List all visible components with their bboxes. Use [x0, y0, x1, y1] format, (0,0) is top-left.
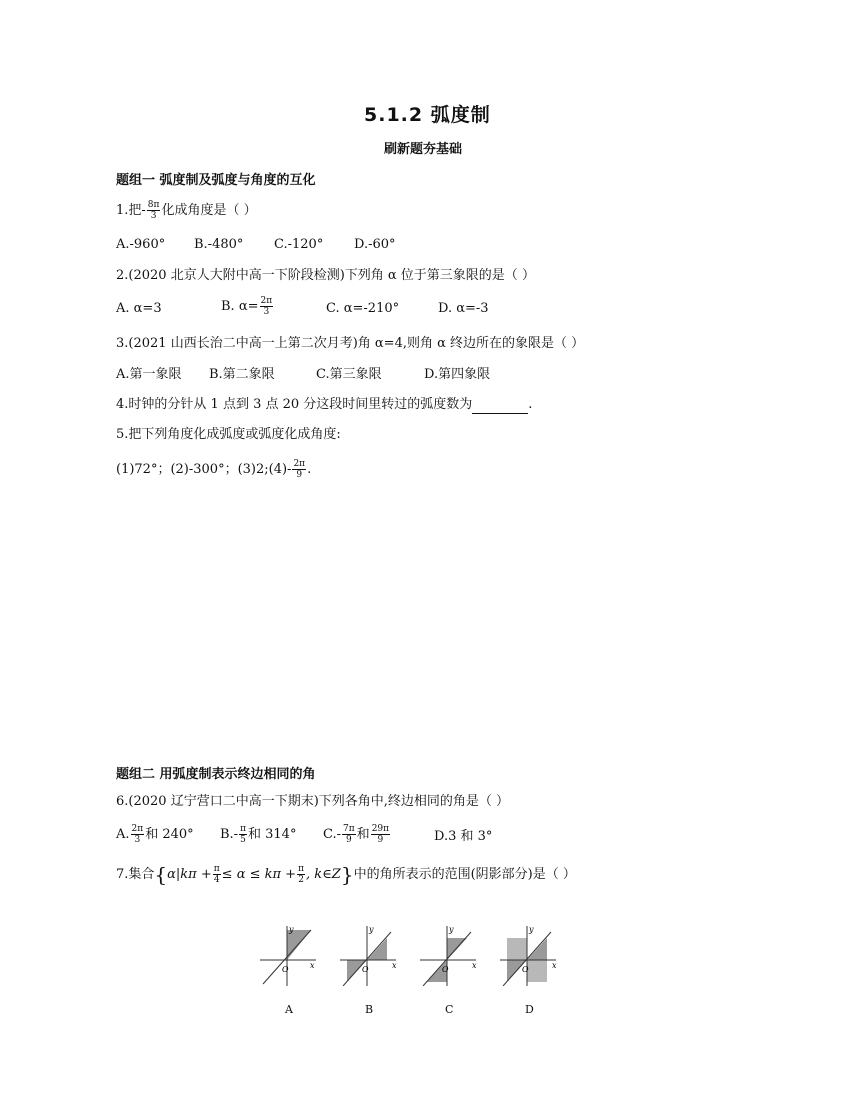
- figure-d-shade-q2: [507, 938, 527, 960]
- q5-parts: (1)72°；(2)-300°；(3)2;(4)- $\frac{2\pi}{9}$ .: [116, 459, 312, 480]
- q6-option-b: B.- $\frac{\pi}{5}$ 和 314°: [220, 824, 297, 845]
- q1-fraction: $\frac{8\pi}{3}$: [147, 200, 160, 221]
- figure-b: [338, 924, 400, 986]
- question-4: 4.时钟的分针从 1 点到 3 点 20 分这段时间里转过的弧度数为 .: [116, 397, 533, 412]
- section-heading-group1: 题组一 弧度制及弧度与角度的互化: [116, 173, 316, 188]
- question-5: 5.把下列角度化成弧度或弧度化成角度:: [116, 427, 341, 442]
- figure-label-d: D: [525, 1003, 534, 1016]
- answer-blank: [472, 400, 528, 414]
- figure-label-c: C: [445, 1003, 454, 1016]
- figure-a-origin: O: [282, 965, 289, 974]
- figure-label-a: A: [285, 1003, 293, 1016]
- figure-a: [258, 924, 320, 986]
- figure-b-origin: O: [362, 965, 369, 974]
- q3-option-c: C.第三象限: [316, 367, 382, 382]
- q1-option-b: B.-480°: [194, 237, 244, 252]
- q1-prefix: 1.把-: [116, 203, 146, 218]
- q6-option-d: D.3 和 3°: [434, 829, 493, 844]
- q3-option-d: D.第四象限: [424, 367, 491, 382]
- figure-c-origin: O: [442, 965, 449, 974]
- q6-option-c: C.- $\frac{7\pi}{9}$ 和 $\frac{29\pi}{9}$: [323, 824, 390, 845]
- figure-d: [498, 924, 560, 986]
- figure-b-x-label: x: [392, 961, 397, 970]
- page-title: 5.1.2 弧度制: [364, 104, 491, 126]
- q6-option-a: A. $\frac{2\pi}{3}$ 和 240°: [116, 824, 194, 845]
- figure-b-shade-upper: [367, 938, 387, 960]
- q2-option-d: D. α=-3: [438, 301, 489, 316]
- q2-option-b: B. α= $\frac{2\pi}{3}$: [221, 296, 273, 317]
- figure-c-shade-upper: [447, 938, 467, 960]
- q3-option-a: A.第一象限: [116, 367, 182, 382]
- figure-label-b: B: [365, 1003, 374, 1016]
- question-7: 7.集合{α|kπ + $\frac{\pi}{4}$ ≤ α ≤ kπ + $\frac{\pi}{2}$ , k∈Z}中的角所表示的范围(阴影部分)是（ ）: [116, 862, 576, 887]
- q2-option-a: A. α=3: [116, 301, 162, 316]
- figure-c-y-label: y: [449, 925, 454, 934]
- page-subtitle: 刷新题夯基础: [384, 142, 463, 157]
- question-1: [116, 200, 257, 221]
- question-2: 2.(2020 北京人大附中高一下阶段检测)下列角 α 位于第三象限的是（ ）: [116, 268, 535, 283]
- figure-d-x-label: x: [552, 961, 557, 970]
- section-heading-group2: 题组二 用弧度制表示终边相同的角: [116, 767, 316, 782]
- q3-option-b: B.第二象限: [209, 367, 275, 382]
- q1-option-c: C.-120°: [274, 237, 324, 252]
- q1-option-d: D.-60°: [354, 237, 396, 252]
- q1-option-a: A.-960°: [116, 237, 166, 252]
- figure-d-y-label: y: [529, 925, 534, 934]
- figure-a-x-label: x: [310, 961, 315, 970]
- figure-c-x-label: x: [472, 961, 477, 970]
- question-3: 3.(2021 山西长治二中高一上第二次月考)角 α=4,则角 α 终边所在的象限是（ ）: [116, 336, 585, 351]
- figure-c: [418, 924, 480, 986]
- figure-d-shade-q4: [527, 960, 547, 982]
- question-6: 6.(2020 辽宁营口二中高一下期末)下列各角中,终边相同的角是（ ）: [116, 794, 510, 809]
- q1-suffix: 化成角度是（ ）: [161, 203, 257, 218]
- figure-d-origin: O: [522, 965, 529, 974]
- figure-d-shade-q1: [527, 938, 547, 960]
- figure-a-y-label: y: [289, 925, 294, 934]
- figure-b-y-label: y: [369, 925, 374, 934]
- q2-option-c: C. α=-210°: [326, 301, 400, 316]
